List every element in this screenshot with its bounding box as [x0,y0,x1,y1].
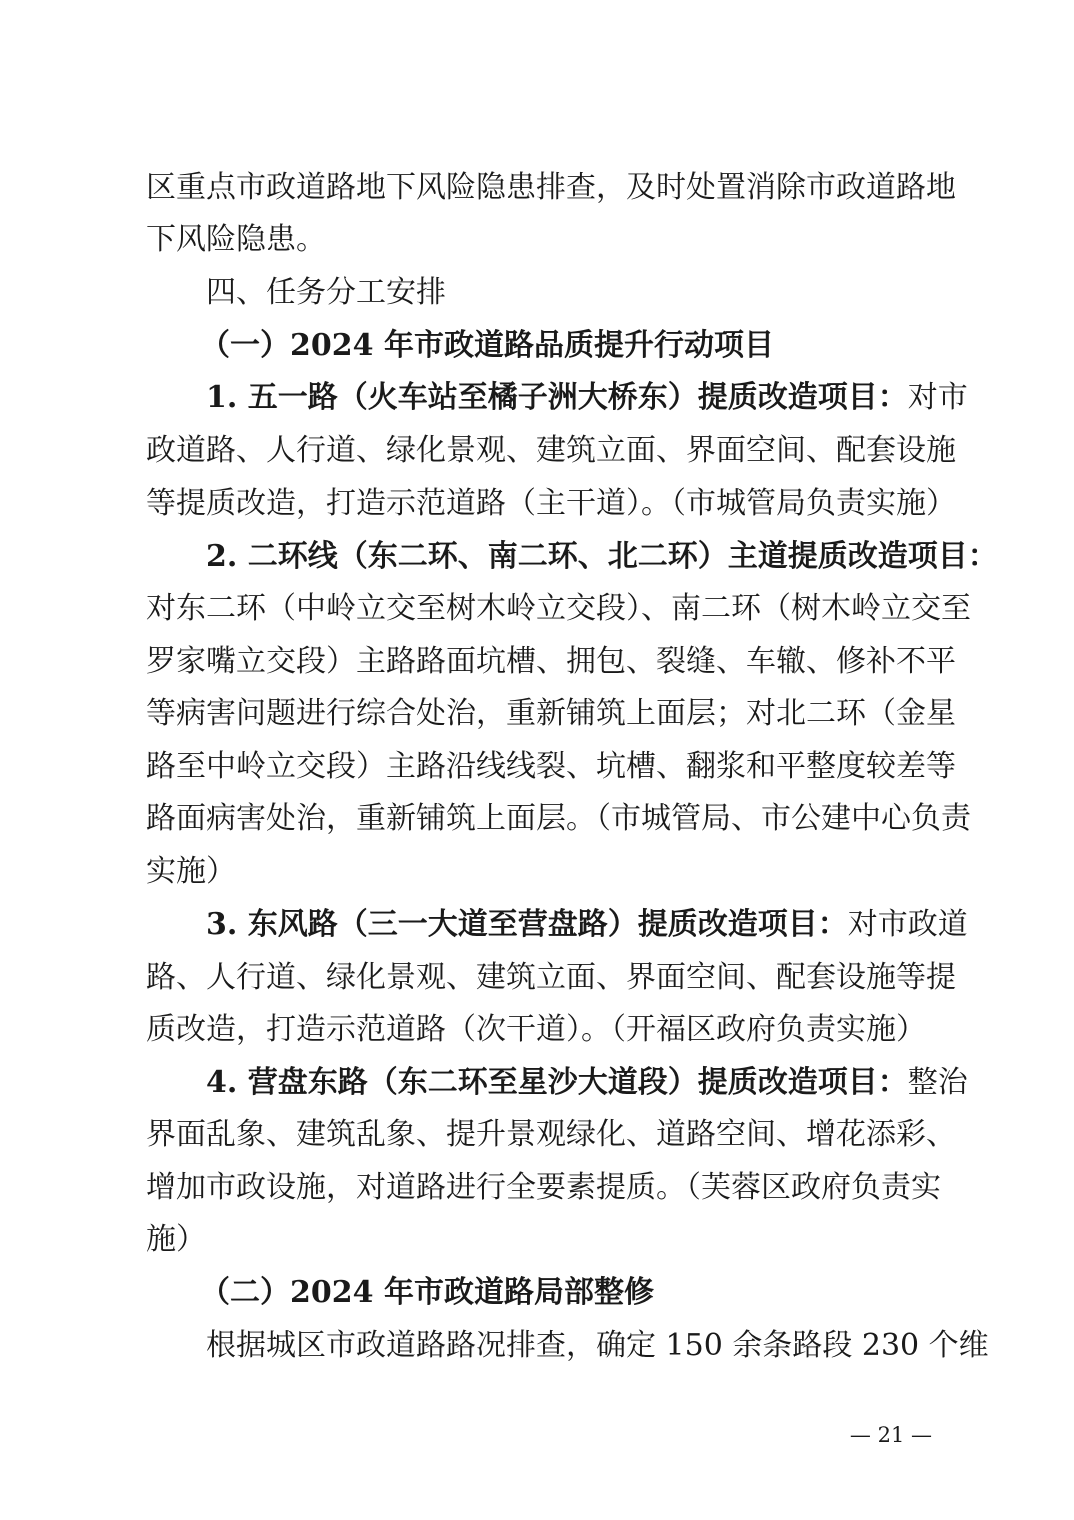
paragraph-line: 等提质改造，打造示范道路（主干道）。（市城管局负责实施） [146,486,956,521]
paragraph-line: 罗家嘴立交段）主路路面坑槽、拥包、裂缝、车辙、修补不平 [146,644,956,679]
item-text: 对市政道 [847,907,968,942]
paragraph-line: 施） [146,1222,206,1257]
item-title: 1. 五一路（火车站至橘子洲大桥东）提质改造项目： [206,380,908,415]
paragraph-line: 增加市政设施，对道路进行全要素提质。（芙蓉区政府负责实 [146,1170,941,1205]
subsection-heading: （一）2024 年市政道路品质提升行动项目 [200,328,774,363]
subsection-heading: （二）2024 年市政道路局部整修 [200,1275,654,1310]
item-text: 对市 [907,380,968,415]
item-title: 2. 二环线（东二环、南二环、北二环）主道提质改造项目： [206,539,998,574]
paragraph-line: 下风险隐患。 [146,222,326,257]
item-title: 4. 营盘东路（东二环至星沙大道段）提质改造项目： [206,1065,908,1100]
paragraph-line: 政道路、人行道、绿化景观、建筑立面、界面空间、配套设施 [146,433,956,468]
paragraph-line: 根据城区市政道路路况排查，确定 150 余条路段 230 个维 [206,1328,989,1363]
item-text: 整治 [907,1065,968,1100]
paragraph-line: 区重点市政道路地下风险隐患排查，及时处置消除市政道路地 [146,170,956,205]
paragraph-line: 界面乱象、建筑乱象、提升景观绿化、道路空间、增花添彩、 [146,1117,956,1152]
paragraph-line: 路至中岭立交段）主路沿线线裂、坑槽、翻浆和平整度较差等 [146,749,956,784]
paragraph-line: 对东二环（中岭立交至树木岭立交段）、南二环（树木岭立交至 [146,591,971,626]
paragraph-line: 等病害问题进行综合处治，重新铺筑上面层；对北二环（金星 [146,696,956,731]
paragraph-line: 路面病害处治，重新铺筑上面层。（市城管局、市公建中心负责 [146,801,971,836]
item-first-line [206,378,968,418]
section-heading: 四、任务分工安排 [206,275,446,310]
item-first-line [206,905,968,945]
item-title: 3. 东风路（三一大道至营盘路）提质改造项目： [206,907,848,942]
paragraph-line: 质改造，打造示范道路（次干道）。（开福区政府负责实施） [146,1012,926,1047]
page-number: — 21 — [849,1423,932,1447]
paragraph-line: 实施） [146,854,236,889]
item-first-line [206,1063,968,1103]
paragraph-line: 路、人行道、绿化景观、建筑立面、界面空间、配套设施等提 [146,960,956,995]
